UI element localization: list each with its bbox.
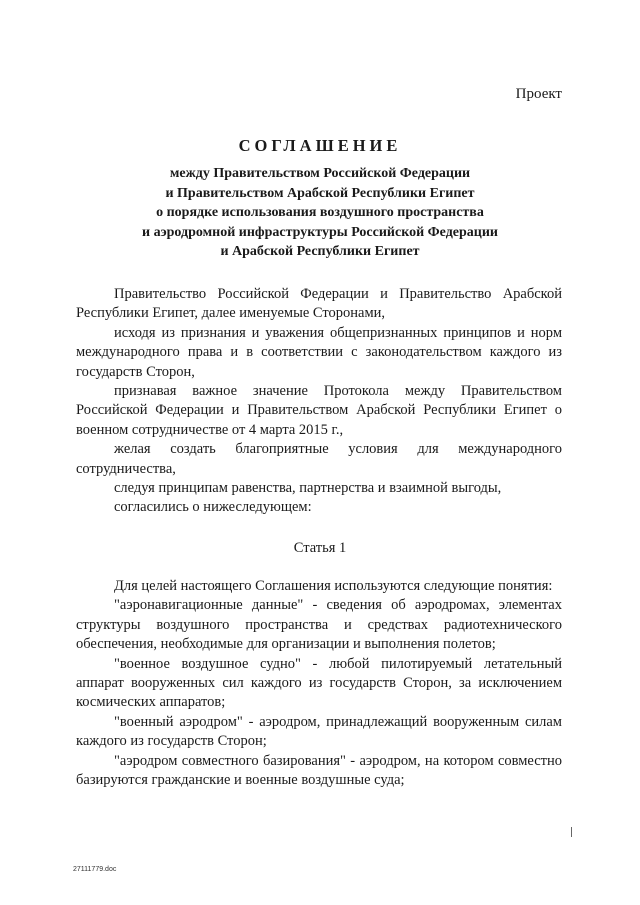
document-subtitle — [70, 164, 570, 262]
subtitle-line: и Правительством Арабской Республики Египет — [165, 185, 475, 201]
document-title: СОГЛАШЕНИЕ — [238, 136, 402, 155]
preamble-paragraph: Правительство Российской Федерации и Правительство Арабской Республики Египет, далее именуемые Сторонами, — [76, 286, 562, 322]
article-heading: Статья 1 — [293, 540, 347, 556]
preamble-paragraph: исходя из признания и уважения общепризнанных принципов и норм международного права и в соответствии с законодательством каждого из государств Сторон, — [76, 324, 562, 380]
article-paragraph: "аэродром совместного базирования" - аэродром, на котором совместно базируются гражданские и военные воздушные суда; — [76, 752, 562, 789]
preamble-paragraph: следуя принципам равенства, партнерства и взаимной выгоды, — [114, 480, 502, 497]
article-paragraph: "военное воздушное судно" - любой пилотируемый летательный аппарат вооруженных сил каждого из государств Сторон, за исключением космических аппаратов; — [76, 655, 562, 711]
article-paragraph: "аэронавигационные данные" - сведения об аэродромах, элементах структуры воздушного пространства и средствах радиотехнического обеспечения, необходимые для организации и выполнения полетов; — [76, 597, 562, 653]
margin-mark — [571, 827, 572, 837]
preamble-paragraph: признавая важное значение Протокола между Правительством Российской Федерации и Правительством Арабской Республики Египет о военном сотрудничестве от 4 марта 2015 г., — [76, 383, 562, 438]
article-paragraph: "военный аэродром" - аэродром, принадлежащий вооруженным силам каждого из государств Сторон; — [76, 713, 562, 750]
draft-label: Проект — [515, 86, 562, 102]
subtitle-line: и Арабской Республики Египет — [220, 244, 420, 260]
subtitle-line: о порядке использования воздушного пространства — [156, 205, 484, 221]
subtitle-line: между Правительством Российской Федерации — [169, 166, 471, 181]
article-body — [76, 577, 562, 790]
preamble — [76, 285, 562, 518]
preamble-paragraph: желая создать благоприятные условия для международного сотрудничества, — [76, 441, 562, 477]
footer-file-ref: 27111779.doc — [73, 866, 117, 873]
subtitle-line: и аэродромной инфраструктуры Российской Федерации — [142, 224, 498, 240]
article-paragraph: Для целей настоящего Соглашения используются следующие понятия: — [114, 578, 553, 594]
preamble-paragraph: согласились о нижеследующем: — [114, 499, 312, 516]
